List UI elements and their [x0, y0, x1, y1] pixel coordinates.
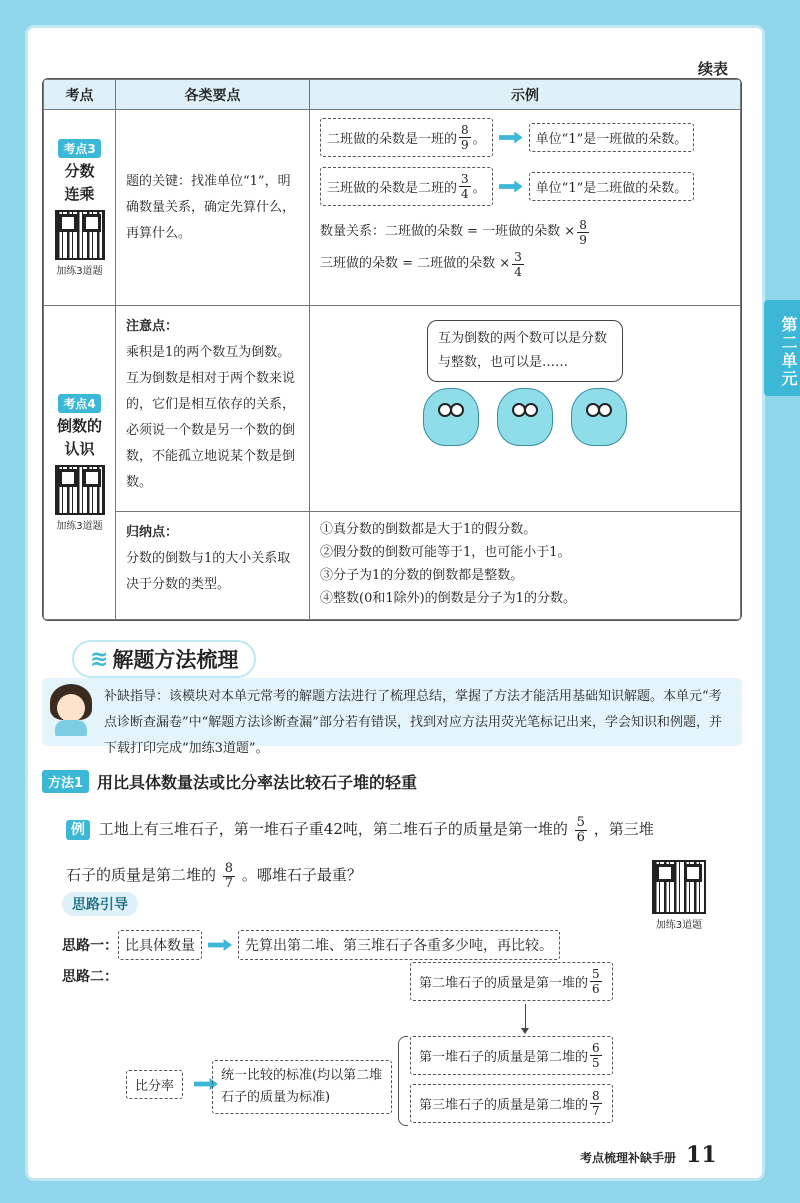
knowledge-table [42, 78, 742, 621]
page-number: 11 [686, 1142, 717, 1168]
arrow-right-icon [499, 181, 523, 193]
idea1-step: 先算出第二堆、第三堆石子各重多少吨，再比较。 [238, 930, 560, 960]
kd4-qr-caption: 加练3道题 [56, 521, 103, 532]
method-heading [42, 770, 417, 793]
ex1-box [320, 118, 493, 157]
method-qr-caption: 加练3道题 [655, 920, 703, 931]
down-arrow-icon [525, 1004, 526, 1030]
unit-side-tab: 第二单元 [764, 300, 800, 396]
header-kd: 考点 [44, 80, 116, 110]
page-footer [580, 1142, 717, 1168]
brace-icon [398, 1036, 408, 1126]
problem-fraction-2: $\frac{8}{7}$ [224, 860, 234, 891]
note-text: 乘积是1的两个数互为倒数。互为倒数是相对于两个数来说的，它们是相互依存的关系，必须说一个数是另一个数的倒数，不能孤立地说某个数是倒数。 [126, 345, 296, 490]
problem-text-3: 石子的质量是第二堆的 [66, 866, 217, 884]
box-ratio: 比分率 [126, 1070, 183, 1099]
example-problem [66, 806, 746, 898]
footer-title: 考点梳理补缺手册 [580, 1151, 677, 1165]
relation-2: 三班做的朵数 = 二班做的朵数 × $\frac{3}{4}$ [320, 249, 522, 279]
header-example: 示例 [310, 80, 741, 110]
example-badge: 例 [66, 820, 90, 840]
arrow-right-icon [208, 939, 232, 951]
ex2-result: 单位“1”是二班做的朵数。 [529, 172, 695, 201]
kd4-cell [44, 306, 116, 620]
list-item: ①真分数的倒数都是大于1的假分数。 [320, 522, 537, 537]
box-unify: 统一比较的标准(均以第二堆石子的质量为标准) [212, 1060, 392, 1114]
idea-1 [62, 930, 560, 960]
continued-label: 续表 [697, 60, 728, 78]
idea1-box: 比具体数量 [118, 930, 202, 960]
problem-text-2: ，第三堆 [593, 820, 654, 838]
tip-box [42, 678, 742, 756]
cartoon-monsters [310, 388, 740, 446]
section-title: 解题方法梳理 [112, 648, 239, 672]
arrow-right-icon [499, 132, 523, 144]
problem-fraction-1: $\frac{5}{6}$ [576, 814, 585, 845]
kd4-note [116, 306, 310, 512]
monster-icon [497, 388, 553, 446]
ex1-tail: 。 [472, 132, 486, 147]
kd4-name-2: 认识 [64, 440, 95, 458]
kd3-example-row-1 [320, 118, 730, 157]
kd3-badge: 考点3 [58, 139, 100, 158]
qr-code-icon[interactable] [55, 210, 105, 260]
table-row [44, 306, 741, 512]
wave-icon: ≋ [90, 646, 109, 672]
problem-text-1: 工地上有三堆石子，第一堆石子重42吨，第二堆石子的质量是第一堆的 [98, 820, 568, 838]
kd3-name-1: 分数 [64, 162, 95, 180]
kd4-illustration [310, 306, 741, 512]
kd3-points: 题的关键：找准单位“1”，明确数量关系，确定先算什么，再算什么。 [116, 110, 310, 306]
method-title: 用比具体数量法或比分率法比较石子堆的轻重 [97, 773, 418, 792]
kd4-badge: 考点4 [58, 394, 100, 413]
ex1-text: 二班做的朵数是一班的 [327, 132, 458, 147]
idea2-label: 思路二： [62, 969, 118, 985]
ex2-tail: 。 [472, 181, 486, 196]
table-row [44, 110, 741, 306]
list-item: ④整数(0和1除外)的倒数是分子为1的分数。 [320, 591, 576, 606]
box-r1: 第一堆石子的质量是第二堆的 $\frac{6}{5}$ [410, 1036, 613, 1075]
tip-text: 补缺指导：该模块对本单元常考的解题方法进行了梳理总结，掌握了方法才能活用基础知识解题。本单元“考点诊断查漏卷”中“解题方法诊断查漏”部分若有错误，找到对应方法用荧光笔标记出来，学会知识和例题，并下载打印完成“加练3道题”。 [104, 689, 722, 756]
kd4-list [310, 512, 741, 620]
ex1-result: 单位“1”是一班做的朵数。 [529, 123, 695, 152]
summary-title: 归纳点： [126, 525, 179, 540]
kd3-examples [310, 110, 741, 306]
girl-avatar-icon [50, 684, 92, 736]
qr-code-icon[interactable] [55, 465, 105, 515]
kd3-name-2: 连乘 [64, 185, 95, 203]
ex2-text: 三班做的朵数是二班的 [327, 181, 458, 196]
box-r2: 第三堆石子的质量是第二堆的 $\frac{8}{7}$ [410, 1084, 613, 1123]
box-top: 第二堆石子的质量是第一堆的 $\frac{5}{6}$ [410, 962, 613, 1001]
method-badge: 方法1 [42, 770, 89, 793]
kd3-cell [44, 110, 116, 306]
monster-icon [423, 388, 479, 446]
note-title: 注意点： [126, 319, 179, 334]
qr-code-icon[interactable] [652, 860, 706, 914]
kd3-example-row-2 [320, 167, 730, 206]
monster-icon [571, 388, 627, 446]
relation-1: 数量关系：二班做的朵数 = 一班做的朵数 × $\frac{8}{9}$ [320, 217, 587, 247]
method-qr [652, 860, 706, 931]
speech-bubble: 互为倒数的两个数可以是分数与整数，也可以是…… [427, 320, 623, 382]
ex2-fraction: $\frac{3}{4}$ [461, 172, 469, 201]
guide-label: 思路引导 [62, 892, 138, 916]
table-row [44, 512, 741, 620]
problem-text-4: 。哪堆石子最重？ [241, 866, 362, 884]
kd4-name-1: 倒数的 [56, 417, 102, 435]
list-item: ③分子为1的分数的倒数都是整数。 [320, 568, 524, 583]
ex1-fraction: $\frac{8}{9}$ [461, 123, 469, 152]
ex2-box [320, 167, 493, 206]
kd4-summary [116, 512, 310, 620]
list-item: ②假分数的倒数可能等于1，也可能小于1。 [320, 545, 571, 560]
kd3-qr-caption: 加练3道题 [56, 266, 103, 277]
summary-text: 分数的倒数与1的大小关系取决于分数的类型。 [126, 551, 291, 592]
idea1-label: 思路一： [62, 938, 118, 954]
header-points: 各类要点 [116, 80, 310, 110]
section-heading [72, 640, 256, 678]
